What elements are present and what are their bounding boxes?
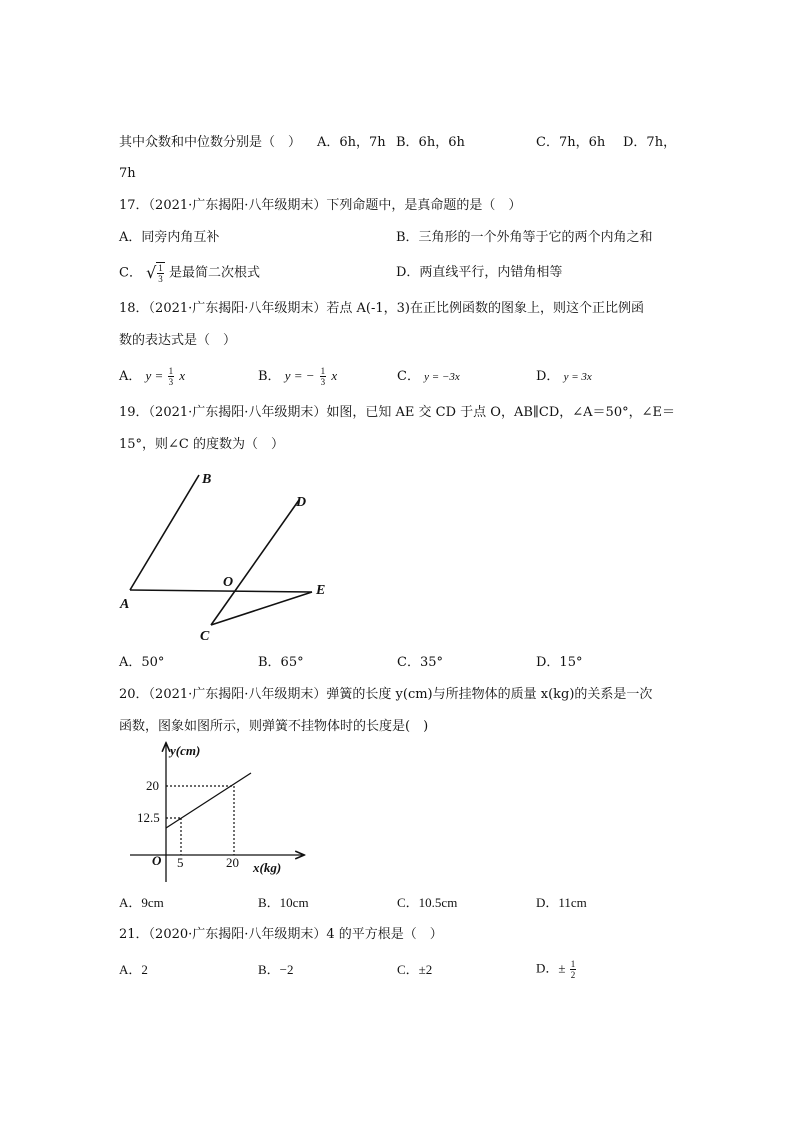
q17-option-c-label: C． [119,265,142,281]
linear-function-graph [125,740,310,885]
x-tick-20: 20 [226,855,239,870]
q20-stem-line1: 20．（2021·广东揭阳·八年级期末）弹簧的长度 y(cm)与所挂物体的质量 x(kg)的关系是一次 [119,687,653,702]
y-tick-12-5: 12.5 [137,810,160,825]
function-line [166,773,251,828]
segment-ae [130,590,312,592]
fraction: $\frac{1}{3}$ [320,366,326,387]
q20-stem-line2: 函数，图象如图所示，则弹簧不挂物体时的长度是( ) [119,719,429,734]
q18-stem-line2: 数的表达式是（ ） [119,333,237,348]
q21-option-b[interactable]: B．−2 [258,962,294,977]
q19-stem-line1: 19．（2021·广东揭阳·八年级期末）如图，已知 AE 交 CD 于点 O，AB∥CD，∠A＝50°，∠E＝ [119,405,675,420]
q18-option-c[interactable]: C． y = −3x [397,369,460,384]
label-c: C [200,629,210,644]
geometry-figure [110,462,350,647]
q16-option-d[interactable]: D．7h， [623,135,677,150]
q16-option-b[interactable]: B．6h，6h [396,135,465,150]
q18-option-d[interactable]: D． y = 3x [536,369,592,384]
x-tick-5: 5 [177,855,184,870]
q16-option-c[interactable]: C．7h，6h [536,135,606,150]
y-tick-20: 20 [146,778,159,793]
q17-option-d[interactable]: D．两直线平行，内错角相等 [396,265,563,280]
q18-option-a[interactable]: A． y = $\frac{1}{3}$ x [119,366,185,387]
label-e: E [316,583,326,598]
fraction: $\frac{1}{3}$ [168,366,174,387]
x-axis-label: x(kg) [253,860,282,875]
q16-wrap: 7h [119,166,136,181]
q20-option-b[interactable]: B．10cm [258,895,309,910]
q17-option-b[interactable]: B．三角形的一个外角等于它的两个内角之和 [396,230,653,245]
label-o: O [223,575,234,590]
q17-stem: 17．（2021·广东揭阳·八年级期末）下列命题中，是真命题的是（ ） [119,198,522,213]
q17-option-c[interactable] [119,262,260,284]
q19-option-a[interactable]: A．50° [119,655,165,670]
segment-ce [211,592,312,625]
q19-stem-line2: 15°，则∠C 的度数为（ ） [119,437,285,452]
q19-option-d[interactable]: D．15° [536,655,583,670]
fraction: $\frac{1}{3}$ [158,263,163,284]
q16-stem-tail: 其中众数和中位数分别是（ ） [119,135,302,150]
origin-label: O [152,853,162,868]
q21-stem: 21．（2020·广东揭阳·八年级期末）4 的平方根是（ ） [119,927,443,942]
q20-option-a[interactable]: A．9cm [119,895,164,910]
fraction: $\frac{1}{2}$ [570,959,576,980]
q19-option-c[interactable]: C．35° [397,655,443,670]
q21-option-c[interactable]: C．±2 [397,962,433,977]
label-a: A [120,597,130,612]
q18-stem-line1: 18．（2021·广东揭阳·八年级期末）若点 A(-1，3)在正比例函数的图象上，则这个正比例函 [119,301,644,316]
segment-cd [211,500,299,625]
q17-option-a[interactable]: A．同旁内角互补 [119,230,220,245]
segment-ab [130,475,199,590]
q21-option-a[interactable]: A．2 [119,962,148,977]
y-axis-label: y(cm) [170,743,201,758]
q19-option-b[interactable]: B．65° [258,655,304,670]
q21-option-d[interactable]: D．± $\frac{1}{2}$ [536,959,576,980]
label-d: D [296,495,307,510]
q20-option-c[interactable]: C．10.5cm [397,895,458,910]
q18-option-b[interactable]: B． y = − $\frac{1}{3}$ x [258,366,338,387]
sqrt-expression [146,262,165,284]
radical-icon: √ [146,263,157,282]
q20-option-d[interactable]: D．11cm [536,895,587,910]
q17-option-c-text: 是最简二次根式 [168,265,260,281]
q16-option-a[interactable]: A．6h，7h [317,135,386,150]
label-b: B [202,472,212,487]
